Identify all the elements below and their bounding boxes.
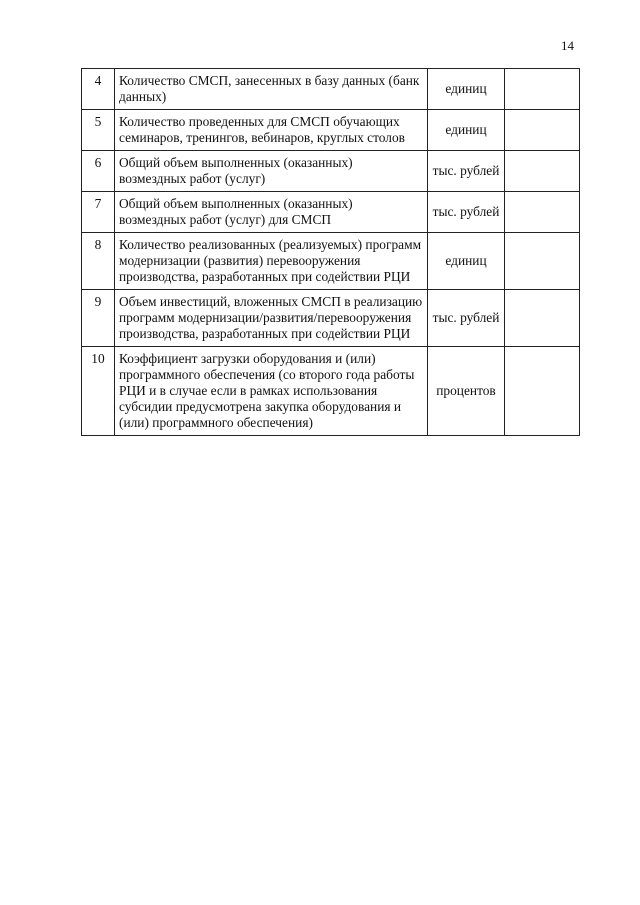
unit-of-measure: тыс. рублей	[428, 151, 505, 192]
unit-of-measure: тыс. рублей	[428, 290, 505, 347]
row-number: 10	[82, 347, 115, 436]
page-number: 14	[561, 38, 574, 53]
row-number: 9	[82, 290, 115, 347]
table-row	[82, 290, 580, 347]
table-row	[82, 192, 580, 233]
row-number: 5	[82, 110, 115, 151]
indicator-value	[505, 290, 580, 347]
unit-of-measure: единиц	[428, 69, 505, 110]
indicator-name: Количество реализованных (реализуемых) программ модернизации (развития) перевооружения производства, разработанных при содействии РЦИ	[115, 233, 428, 290]
unit-of-measure: единиц	[428, 110, 505, 151]
indicator-value	[505, 233, 580, 290]
table-row	[82, 347, 580, 436]
unit-of-measure: процентов	[428, 347, 505, 436]
row-number: 6	[82, 151, 115, 192]
table-row	[82, 69, 580, 110]
table-row	[82, 110, 580, 151]
indicator-name: Количество СМСП, занесенных в базу данных (банк данных)	[115, 69, 428, 110]
indicator-name: Общий объем выполненных (оказанных) возмездных работ (услуг) для СМСП	[115, 192, 428, 233]
indicators-table	[81, 68, 580, 436]
indicator-name: Объем инвестиций, вложенных СМСП в реализацию программ модернизации/развития/перевооружения производства, разработанных при содействии РЦИ	[115, 290, 428, 347]
indicator-name: Коэффициент загрузки оборудования и (или) программного обеспечения (со второго года работы РЦИ и в случае если в рамках использования субсидии предусмотрена закупка оборудования и (или) программного обеспечения)	[115, 347, 428, 436]
row-number: 8	[82, 233, 115, 290]
indicator-value	[505, 192, 580, 233]
unit-of-measure: тыс. рублей	[428, 192, 505, 233]
row-number: 7	[82, 192, 115, 233]
indicator-value	[505, 110, 580, 151]
table-row	[82, 151, 580, 192]
indicator-value	[505, 151, 580, 192]
indicator-value	[505, 347, 580, 436]
row-number: 4	[82, 69, 115, 110]
unit-of-measure: единиц	[428, 233, 505, 290]
indicator-value	[505, 69, 580, 110]
table-row	[82, 233, 580, 290]
indicator-name: Общий объем выполненных (оказанных) возмездных работ (услуг)	[115, 151, 428, 192]
indicator-name: Количество проведенных для СМСП обучающих семинаров, тренингов, вебинаров, круглых столов	[115, 110, 428, 151]
